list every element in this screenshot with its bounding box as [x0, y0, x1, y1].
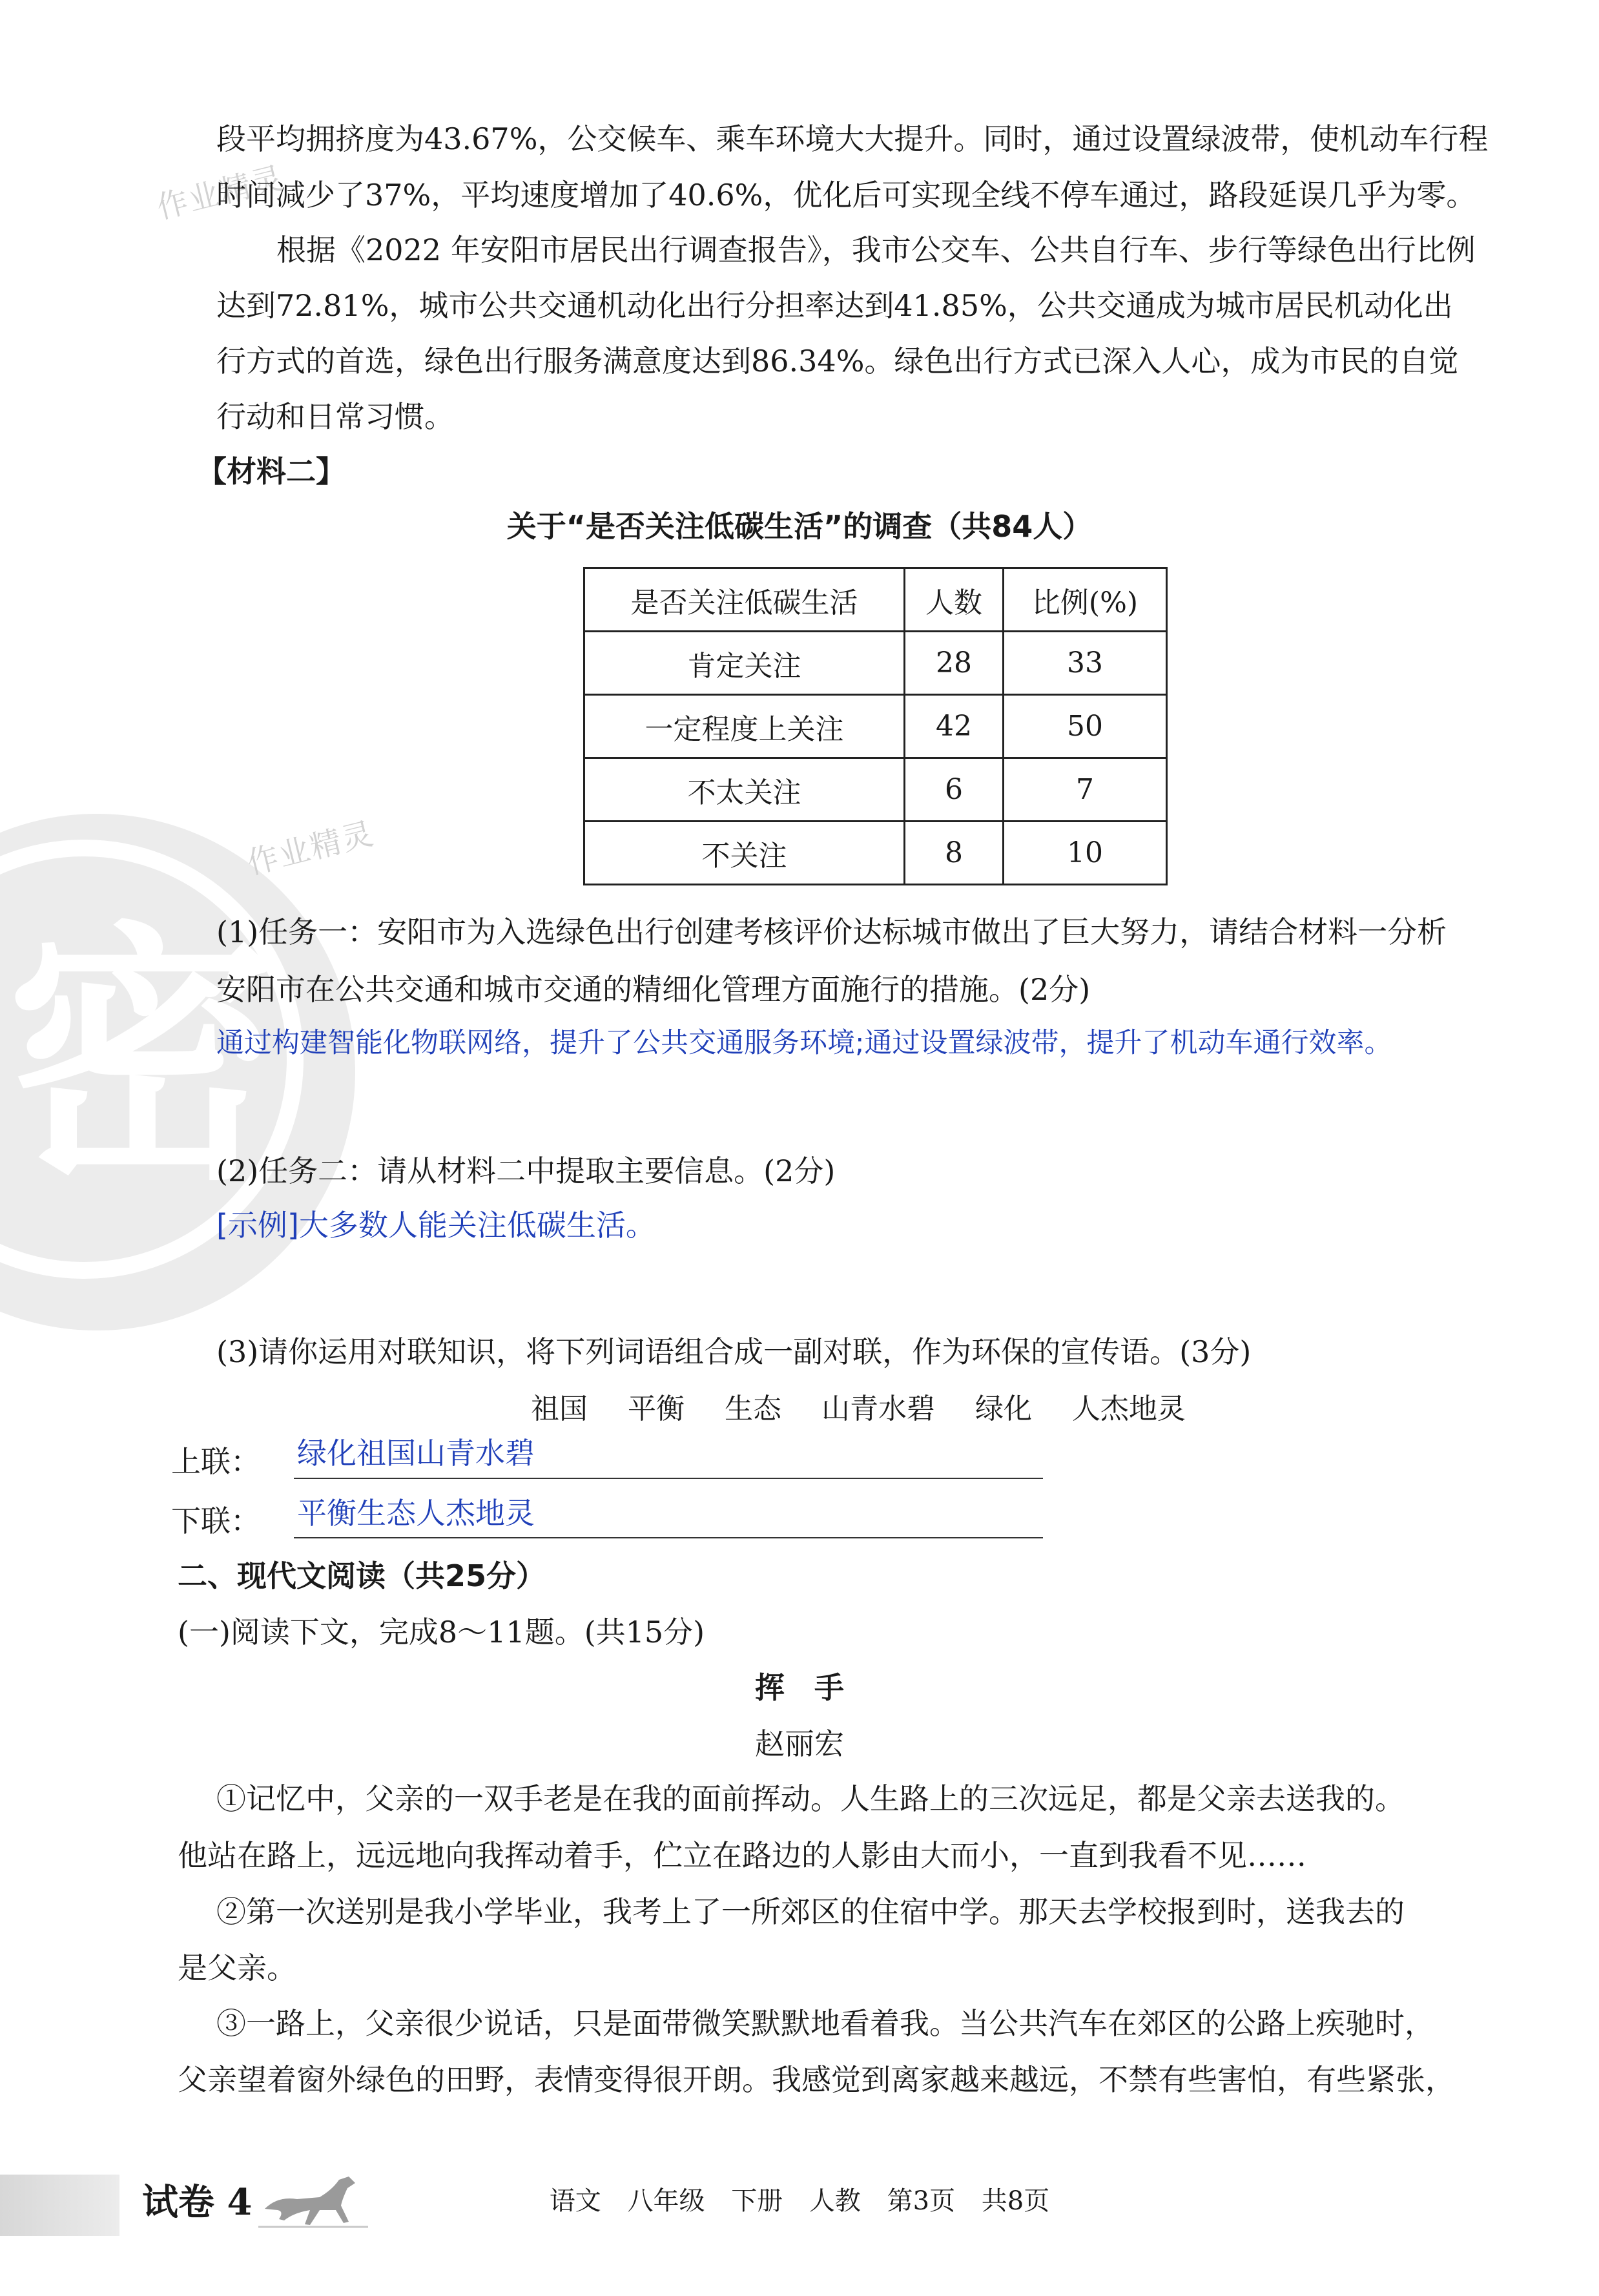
- watermark-text: 作业精灵: [243, 815, 378, 882]
- footer-grade: 八年级: [627, 2186, 705, 2216]
- article-line: ②第一次送别是我小学毕业，我考上了一所郊区的住宿中学。那天去学校报到时，送我去的: [216, 1894, 1405, 1929]
- confidential-stamp-watermark: [0, 814, 355, 1330]
- table-cell: 28: [905, 632, 1004, 695]
- question-3-text: (3)请你运用对联知识，将下列词语组合成一副对联，作为环保的宣传语。(3分): [216, 1334, 1252, 1369]
- table-header-cell: 是否关注低碳生活: [584, 568, 905, 632]
- upper-couplet-answer: 绿化祖国山青水碧: [297, 1436, 535, 1471]
- table-cell: 42: [905, 695, 1004, 758]
- footer-info: [0, 2185, 1599, 2217]
- table-cell: 6: [905, 758, 1004, 822]
- upper-couplet-label: 上联：: [171, 1444, 260, 1479]
- couplet-word-list: [531, 1390, 1186, 1429]
- article-line: ①记忆中，父亲的一双手老是在我的面前挥动。人生路上的三次远足，都是父亲去送我的。: [216, 1781, 1405, 1816]
- question-1-text: 安阳市在公共交通和城市交通的精细化管理方面施行的措施。(2分): [216, 972, 1091, 1007]
- paragraph-line: 达到72.81%，城市公共交通机动化出行分担率达到41.85%，公共交通成为城市居民机动化出: [216, 288, 1453, 323]
- paragraph-line: 根据《2022 年安阳市居民出行调查报告》，我市公交车、公共自行车、步行等绿色出行比例: [276, 233, 1476, 267]
- footer-publisher: 人教: [809, 2186, 861, 2216]
- answer-underline: [294, 1478, 1043, 1479]
- paragraph-line: 段平均拥挤度为43.67%，公交候车、乘车环境大大提升。同时，通过设置绿波带，使机动车行程: [216, 121, 1489, 156]
- table-title: 关于“是否关注低碳生活”的调查（共84人）: [506, 509, 1093, 544]
- table-row: [584, 822, 1167, 885]
- question-1-text: (1)任务一：安阳市为入选绿色出行创建考核评价达标城市做出了巨大努力，请结合材料一分析: [216, 915, 1447, 949]
- couplet-word: 祖国: [531, 1392, 588, 1425]
- table-cell: 一定程度上关注: [584, 695, 905, 758]
- paragraph-line: 行方式的首选，绿色出行服务满意度达到86.34%。绿色出行方式已深入人心，成为市民的自觉: [216, 344, 1459, 378]
- table-row: [584, 758, 1167, 822]
- article-line: ③一路上，父亲很少说话，只是面带微笑默默地看着我。当公共汽车在郊区的公路上疾驰时，: [216, 2006, 1434, 2041]
- question-1-answer: 通过构建智能化物联网络，提升了公共交通服务环境;通过设置绿波带，提升了机动车通行效率。: [216, 1027, 1392, 1059]
- material-two-heading: 【材料二】: [197, 454, 346, 489]
- table-cell: 50: [1004, 695, 1167, 758]
- answer-underline: [294, 1537, 1043, 1538]
- table-cell: 33: [1004, 632, 1167, 695]
- couplet-word: 平衡: [628, 1392, 685, 1425]
- section-heading: 二、现代文阅读（共25分）: [178, 1558, 546, 1593]
- table-header-cell: 比例(%): [1004, 568, 1167, 632]
- article-line: 他站在路上，远远地向我挥动着手，伫立在路边的人影由大而小，一直到我看不见……: [178, 1838, 1306, 1873]
- table-cell: 7: [1004, 758, 1167, 822]
- footer-page-number: 第3页: [887, 2186, 956, 2216]
- article-author: 赵丽宏: [755, 1726, 844, 1761]
- footer-page-total: 共8页: [981, 2186, 1050, 2216]
- article-line: 父亲望着窗外绿色的田野，表情变得很开朗。我感觉到离家越来越远，不禁有些害怕，有些紧张，: [178, 2062, 1455, 2097]
- paragraph-line: 行动和日常习惯。: [216, 399, 454, 434]
- article-line: 是父亲。: [178, 1950, 296, 1985]
- footer-volume: 下册: [731, 2186, 783, 2216]
- table-header-cell: 人数: [905, 568, 1004, 632]
- watermark-text: 作业精灵: [153, 160, 287, 227]
- article-title: 挥 手: [755, 1670, 844, 1705]
- stamp-character: 密: [6, 901, 278, 1217]
- couplet-word: 生态: [725, 1392, 781, 1425]
- table-cell: 不太关注: [584, 758, 905, 822]
- couplet-word: 绿化: [975, 1392, 1032, 1425]
- couplet-word: 山青水碧: [821, 1392, 935, 1425]
- question-2-text: (2)任务二：请从材料二中提取主要信息。(2分): [216, 1153, 836, 1188]
- table-cell: 不关注: [584, 822, 905, 885]
- survey-table: [583, 567, 1168, 885]
- table-cell: 10: [1004, 822, 1167, 885]
- lower-couplet-label: 下联：: [171, 1504, 260, 1538]
- table-header-row: [584, 568, 1167, 632]
- footer-subject: 语文: [549, 2186, 601, 2216]
- table-row: [584, 632, 1167, 695]
- section-subheading: (一)阅读下文，完成8～11题。(共15分): [178, 1615, 705, 1650]
- table-cell: 8: [905, 822, 1004, 885]
- footer-label: 试卷 4: [142, 2181, 253, 2224]
- table-row: [584, 695, 1167, 758]
- couplet-word: 人杰地灵: [1072, 1392, 1186, 1425]
- table-cell: 肯定关注: [584, 632, 905, 695]
- paragraph-line: 时间减少了37%，平均速度增加了40.6%，优化后可实现全线不停车通过，路段延误几乎为零。: [216, 178, 1476, 212]
- lower-couplet-answer: 平衡生态人杰地灵: [297, 1496, 535, 1531]
- question-2-answer: [示例]大多数人能关注低碳生活。: [216, 1208, 655, 1243]
